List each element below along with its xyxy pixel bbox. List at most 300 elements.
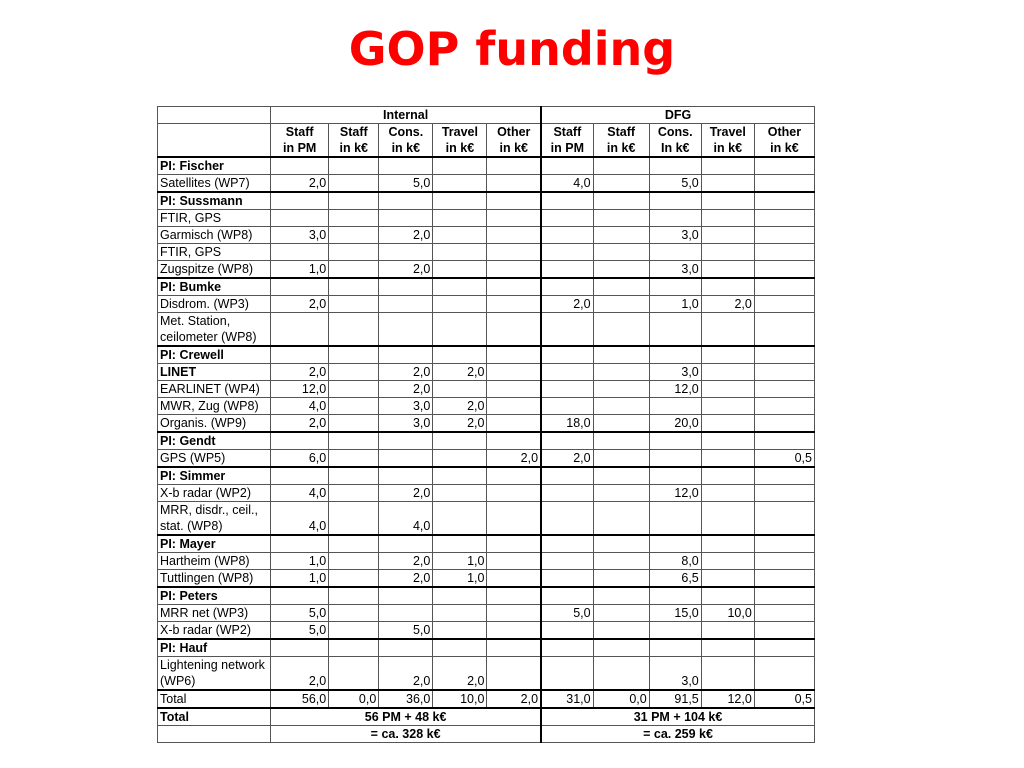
value-cell <box>329 502 379 536</box>
value-cell <box>593 296 649 313</box>
value-cell <box>487 157 541 175</box>
value-cell <box>754 244 814 261</box>
value-cell: 15,0 <box>649 605 701 622</box>
value-cell <box>649 210 701 227</box>
value-cell <box>649 587 701 605</box>
value-cell <box>754 485 814 502</box>
column-header <box>433 124 487 158</box>
value-cell <box>541 227 593 244</box>
value-cell <box>379 467 433 485</box>
value-cell: 2,0 <box>271 175 329 193</box>
value-cell <box>701 157 754 175</box>
value-cell <box>701 415 754 433</box>
value-cell <box>541 364 593 381</box>
row-label: MRR net (WP3) <box>158 605 271 622</box>
value-cell <box>754 210 814 227</box>
column-header-line1: Staff <box>607 125 636 139</box>
value-cell <box>271 467 329 485</box>
value-cell <box>649 622 701 640</box>
row-label: X-b radar (WP2) <box>158 485 271 502</box>
column-header-line2: in k€ <box>445 141 475 155</box>
value-cell <box>649 278 701 296</box>
value-cell <box>754 622 814 640</box>
value-cell: 31,0 <box>541 690 593 708</box>
value-cell <box>379 346 433 364</box>
table-row <box>158 296 815 313</box>
value-cell <box>487 364 541 381</box>
value-cell: 1,0 <box>271 553 329 570</box>
value-cell <box>593 364 649 381</box>
value-cell <box>379 639 433 657</box>
column-header-line2: in k€ <box>499 141 528 155</box>
value-cell: 5,0 <box>649 175 701 193</box>
table-row <box>158 570 815 588</box>
value-cell <box>541 502 593 536</box>
value-cell <box>649 398 701 415</box>
value-cell <box>487 432 541 450</box>
value-cell: 1,0 <box>271 261 329 279</box>
value-cell: 91,5 <box>649 690 701 708</box>
value-cell <box>593 192 649 210</box>
column-header-row <box>158 124 815 158</box>
table-row <box>158 502 815 536</box>
value-cell <box>329 227 379 244</box>
pi-header-row <box>158 192 815 210</box>
summary-approx-row <box>158 726 815 743</box>
header-empty-cell <box>158 124 271 158</box>
value-cell <box>593 381 649 398</box>
column-header-line1: Staff <box>339 125 368 139</box>
value-cell: 3,0 <box>379 398 433 415</box>
value-cell <box>754 398 814 415</box>
value-cell <box>754 535 814 553</box>
value-cell <box>433 244 487 261</box>
value-cell <box>329 210 379 227</box>
value-cell <box>593 502 649 536</box>
row-label: Zugspitze (WP8) <box>158 261 271 279</box>
table-row <box>158 313 815 347</box>
value-cell <box>701 622 754 640</box>
value-cell <box>329 570 379 588</box>
value-cell <box>487 415 541 433</box>
pi-header-row <box>158 467 815 485</box>
value-cell <box>541 398 593 415</box>
group-header-row <box>158 107 815 124</box>
value-cell <box>329 244 379 261</box>
value-cell <box>433 296 487 313</box>
value-cell: 2,0 <box>487 450 541 468</box>
value-cell <box>271 535 329 553</box>
value-cell: 5,0 <box>271 622 329 640</box>
table-row <box>158 398 815 415</box>
table-row <box>158 210 815 227</box>
value-cell <box>754 415 814 433</box>
value-cell <box>487 175 541 193</box>
value-cell: 2,0 <box>271 364 329 381</box>
value-cell <box>593 175 649 193</box>
total-row <box>158 690 815 708</box>
value-cell <box>271 587 329 605</box>
value-cell <box>541 381 593 398</box>
value-cell: 3,0 <box>649 364 701 381</box>
value-cell: 1,0 <box>433 553 487 570</box>
value-cell <box>487 622 541 640</box>
value-cell <box>329 398 379 415</box>
value-cell: 2,0 <box>433 657 487 691</box>
value-cell <box>593 157 649 175</box>
value-cell <box>593 553 649 570</box>
value-cell: 3,0 <box>271 227 329 244</box>
value-cell <box>754 553 814 570</box>
value-cell: 5,0 <box>541 605 593 622</box>
value-cell <box>649 450 701 468</box>
summary-internal-approx: = ca. 328 k€ <box>271 726 541 743</box>
value-cell <box>329 450 379 468</box>
value-cell <box>593 639 649 657</box>
value-cell <box>701 535 754 553</box>
value-cell <box>593 485 649 502</box>
summary-dfg: 31 PM + 104 k€ <box>541 708 814 726</box>
value-cell <box>329 296 379 313</box>
table-row <box>158 553 815 570</box>
value-cell: 2,0 <box>379 657 433 691</box>
pi-header-row <box>158 432 815 450</box>
pi-header-row <box>158 639 815 657</box>
value-cell <box>754 192 814 210</box>
value-cell: 12,0 <box>701 690 754 708</box>
value-cell <box>541 535 593 553</box>
value-cell <box>593 210 649 227</box>
row-label: PI: Fischer <box>158 157 271 175</box>
column-header-line1: Travel <box>441 125 478 139</box>
value-cell <box>487 381 541 398</box>
value-cell <box>271 278 329 296</box>
value-cell: 2,0 <box>433 415 487 433</box>
row-label: FTIR, GPS <box>158 210 271 227</box>
value-cell <box>487 570 541 588</box>
value-cell <box>754 639 814 657</box>
value-cell <box>433 381 487 398</box>
value-cell <box>487 587 541 605</box>
value-cell <box>329 175 379 193</box>
value-cell <box>649 432 701 450</box>
value-cell: 0,5 <box>754 450 814 468</box>
value-cell <box>701 553 754 570</box>
summary-row <box>158 708 815 726</box>
value-cell <box>649 157 701 175</box>
funding-table <box>157 106 815 743</box>
value-cell <box>487 244 541 261</box>
value-cell <box>649 313 701 347</box>
value-cell <box>329 192 379 210</box>
value-cell: 2,0 <box>379 261 433 279</box>
value-cell <box>754 587 814 605</box>
value-cell <box>593 244 649 261</box>
pi-header-row <box>158 278 815 296</box>
value-cell <box>433 502 487 536</box>
value-cell: 5,0 <box>379 622 433 640</box>
value-cell: 0,0 <box>329 690 379 708</box>
column-header <box>541 124 593 158</box>
value-cell <box>271 346 329 364</box>
row-label: GPS (WP5) <box>158 450 271 468</box>
row-label: LINET <box>158 364 271 381</box>
value-cell <box>271 244 329 261</box>
summary-dfg-approx: = ca. 259 k€ <box>541 726 814 743</box>
value-cell <box>701 192 754 210</box>
value-cell <box>433 587 487 605</box>
value-cell <box>593 535 649 553</box>
value-cell: 2,0 <box>271 657 329 691</box>
value-cell <box>329 432 379 450</box>
value-cell <box>433 192 487 210</box>
value-cell <box>329 415 379 433</box>
value-cell <box>487 278 541 296</box>
funding-table-body <box>158 107 815 743</box>
value-cell: 12,0 <box>649 485 701 502</box>
summary-label: Total <box>158 708 271 726</box>
column-header-line2: in k€ <box>606 141 636 155</box>
value-cell <box>433 450 487 468</box>
value-cell <box>593 587 649 605</box>
value-cell <box>379 244 433 261</box>
value-cell <box>379 192 433 210</box>
value-cell <box>593 605 649 622</box>
value-cell <box>487 296 541 313</box>
row-label: PI: Peters <box>158 587 271 605</box>
value-cell: 10,0 <box>433 690 487 708</box>
column-header-line2: in PM <box>283 141 317 155</box>
value-cell <box>487 485 541 502</box>
value-cell: 12,0 <box>271 381 329 398</box>
value-cell <box>701 278 754 296</box>
row-label: Garmisch (WP8) <box>158 227 271 244</box>
value-cell <box>701 587 754 605</box>
value-cell: 6,0 <box>271 450 329 468</box>
value-cell <box>433 175 487 193</box>
value-cell: 2,0 <box>487 690 541 708</box>
value-cell: 2,0 <box>433 398 487 415</box>
column-header-line2: in PM <box>550 141 585 155</box>
value-cell: 6,5 <box>649 570 701 588</box>
group-internal: Internal <box>271 107 541 124</box>
value-cell: 2,0 <box>271 415 329 433</box>
value-cell <box>754 570 814 588</box>
value-cell <box>329 467 379 485</box>
value-cell <box>541 467 593 485</box>
value-cell <box>379 296 433 313</box>
value-cell <box>271 157 329 175</box>
value-cell <box>379 605 433 622</box>
value-cell <box>379 535 433 553</box>
value-cell <box>593 467 649 485</box>
row-label: Total <box>158 690 271 708</box>
value-cell <box>329 313 379 347</box>
value-cell: 8,0 <box>649 553 701 570</box>
value-cell <box>754 313 814 347</box>
value-cell <box>701 432 754 450</box>
value-cell <box>329 278 379 296</box>
value-cell <box>379 432 433 450</box>
row-label: PI: Crewell <box>158 346 271 364</box>
value-cell: 2,0 <box>541 450 593 468</box>
value-cell <box>541 432 593 450</box>
value-cell <box>433 278 487 296</box>
value-cell: 20,0 <box>649 415 701 433</box>
table-row <box>158 485 815 502</box>
value-cell <box>541 639 593 657</box>
pi-header-row <box>158 587 815 605</box>
value-cell <box>593 570 649 588</box>
row-label: PI: Gendt <box>158 432 271 450</box>
column-header-line1: Other <box>497 125 531 139</box>
value-cell <box>593 278 649 296</box>
value-cell: 2,0 <box>433 364 487 381</box>
value-cell <box>487 261 541 279</box>
value-cell <box>701 261 754 279</box>
value-cell <box>541 261 593 279</box>
value-cell <box>541 570 593 588</box>
row-label: PI: Sussmann <box>158 192 271 210</box>
value-cell <box>541 657 593 691</box>
value-cell <box>271 313 329 347</box>
column-header-line1: Staff <box>285 125 314 139</box>
value-cell <box>433 535 487 553</box>
value-cell <box>593 415 649 433</box>
column-header <box>754 124 814 158</box>
value-cell <box>433 467 487 485</box>
value-cell <box>754 261 814 279</box>
value-cell <box>754 467 814 485</box>
value-cell: 5,0 <box>379 175 433 193</box>
value-cell <box>754 432 814 450</box>
pi-header-row <box>158 535 815 553</box>
value-cell <box>593 346 649 364</box>
value-cell <box>754 605 814 622</box>
column-header <box>271 124 329 158</box>
table-row <box>158 261 815 279</box>
value-cell <box>541 244 593 261</box>
value-cell <box>701 657 754 691</box>
value-cell <box>701 364 754 381</box>
value-cell <box>329 346 379 364</box>
row-label: PI: Mayer <box>158 535 271 553</box>
value-cell: 3,0 <box>649 657 701 691</box>
value-cell <box>541 346 593 364</box>
value-cell <box>649 346 701 364</box>
value-cell <box>541 313 593 347</box>
value-cell: 0,0 <box>593 690 649 708</box>
value-cell <box>754 157 814 175</box>
value-cell: 4,0 <box>379 502 433 536</box>
page-title: GOP funding <box>348 22 676 76</box>
value-cell <box>329 587 379 605</box>
value-cell <box>487 398 541 415</box>
value-cell <box>433 432 487 450</box>
value-cell: 2,0 <box>379 570 433 588</box>
value-cell <box>593 261 649 279</box>
value-cell <box>593 313 649 347</box>
value-cell: 2,0 <box>379 485 433 502</box>
table-row <box>158 175 815 193</box>
value-cell <box>271 210 329 227</box>
value-cell <box>329 485 379 502</box>
value-cell <box>541 622 593 640</box>
value-cell: 5,0 <box>271 605 329 622</box>
table-row <box>158 657 815 691</box>
value-cell: 4,0 <box>271 485 329 502</box>
value-cell <box>593 398 649 415</box>
value-cell: 4,0 <box>271 398 329 415</box>
value-cell <box>754 278 814 296</box>
column-header-line2: in k€ <box>713 141 743 155</box>
value-cell <box>433 157 487 175</box>
row-label: Organis. (WP9) <box>158 415 271 433</box>
value-cell: 4,0 <box>541 175 593 193</box>
value-cell <box>329 605 379 622</box>
value-cell: 2,0 <box>701 296 754 313</box>
column-header <box>487 124 541 158</box>
row-label: Hartheim (WP8) <box>158 553 271 570</box>
value-cell <box>433 346 487 364</box>
column-header-line2: In k€ <box>660 141 690 155</box>
value-cell <box>329 381 379 398</box>
value-cell <box>649 639 701 657</box>
value-cell <box>541 485 593 502</box>
value-cell: 2,0 <box>379 364 433 381</box>
row-label: FTIR, GPS <box>158 244 271 261</box>
value-cell <box>329 261 379 279</box>
value-cell <box>701 346 754 364</box>
value-cell <box>433 210 487 227</box>
table-row <box>158 450 815 468</box>
value-cell <box>754 364 814 381</box>
value-cell <box>487 502 541 536</box>
value-cell: 2,0 <box>379 227 433 244</box>
value-cell <box>754 502 814 536</box>
value-cell <box>754 381 814 398</box>
value-cell <box>379 157 433 175</box>
value-cell <box>649 244 701 261</box>
value-cell <box>487 210 541 227</box>
value-cell <box>593 432 649 450</box>
value-cell <box>329 364 379 381</box>
column-header <box>329 124 379 158</box>
value-cell: 36,0 <box>379 690 433 708</box>
value-cell <box>754 296 814 313</box>
value-cell <box>379 450 433 468</box>
row-label: PI: Simmer <box>158 467 271 485</box>
column-header-line1: Travel <box>709 125 746 139</box>
column-header-line2: in k€ <box>770 141 799 155</box>
row-label: Disdrom. (WP3) <box>158 296 271 313</box>
value-cell <box>487 227 541 244</box>
value-cell <box>649 535 701 553</box>
value-cell <box>701 502 754 536</box>
value-cell <box>271 192 329 210</box>
row-label: PI: Hauf <box>158 639 271 657</box>
value-cell <box>754 657 814 691</box>
value-cell <box>379 587 433 605</box>
value-cell <box>433 605 487 622</box>
value-cell: 10,0 <box>701 605 754 622</box>
value-cell <box>329 553 379 570</box>
value-cell <box>541 192 593 210</box>
value-cell <box>487 605 541 622</box>
value-cell <box>487 535 541 553</box>
table-row <box>158 364 815 381</box>
row-label: Tuttlingen (WP8) <box>158 570 271 588</box>
